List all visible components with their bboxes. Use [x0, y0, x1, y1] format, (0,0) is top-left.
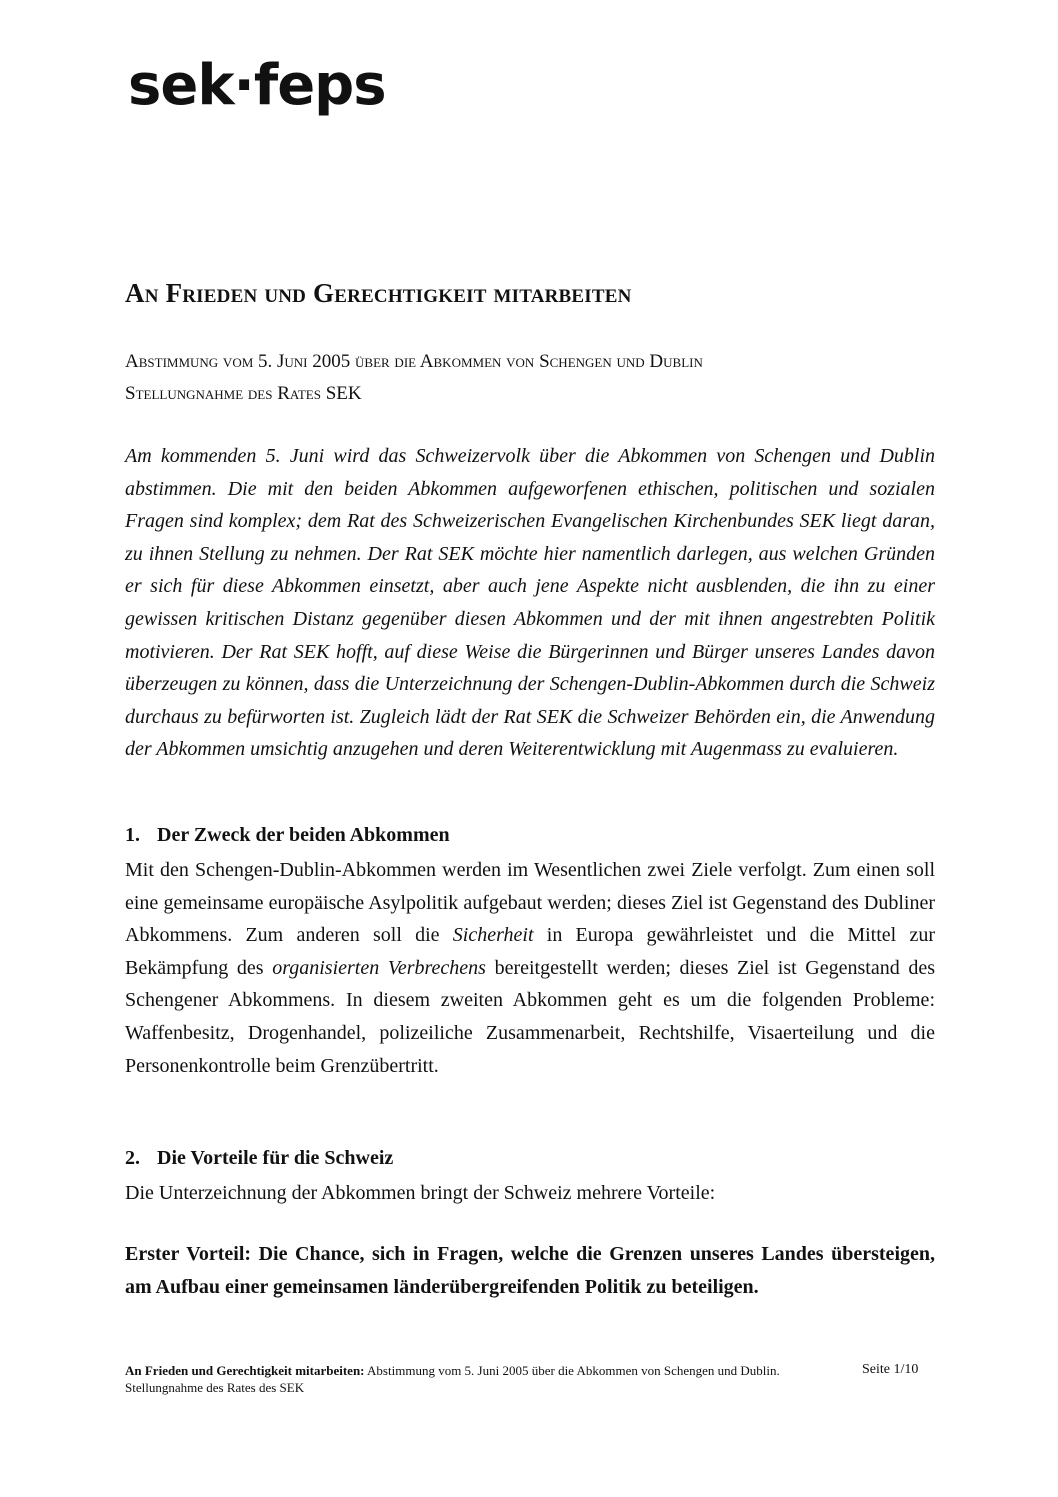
section-2-intro: Die Unterzeichnung der Abkommen bringt der Schweiz mehrere Vorteile: — [125, 1182, 716, 1204]
section-1-emphasis-security: Sicherheit — [452, 924, 534, 947]
page-number: Seite 1/10 — [862, 1362, 919, 1377]
section-1-paragraph — [125, 854, 935, 1082]
footer-title-bold: An Frieden und Gerechtigkeit mitarbeiten: — [125, 1363, 365, 1378]
section-2-title: Die Vorteile für die Schweiz — [157, 1147, 394, 1169]
document-title: An Frieden und Gerechtigkeit mitarbeiten — [125, 278, 632, 308]
subtitle-line-2: Stellungnahme des Rates SEK — [125, 383, 362, 404]
section-1-text-a: Mit den Schengen-Dublin-Abkommen werden im Wesentlichen zwei Ziele verfolgt. Zum einen soll eine gemeinsame europäische Asylpolitik aufgebaut werden; dieses Ziel ist Gegenstand des Dubliner Abkommens. Zum anderen soll die — [125, 859, 935, 947]
section-2-number: 2. — [125, 1147, 140, 1169]
footer-title-rest: Abstimmung vom 5. Juni 2005 über die Abkommen von Schengen und Dublin. Stellungnahme des Rates des SEK — [125, 1363, 780, 1395]
sek-feps-logo: sek·feps — [128, 53, 386, 118]
section-1-heading — [125, 824, 450, 847]
section-1-emphasis-crime: organisierten Verbrechens — [272, 956, 486, 979]
section-1-text-b: in Europa gewährleistet und die Mittel zur Bekämpfung des — [125, 924, 935, 979]
section-1-text-c: bereitgestellt werden; dieses Ziel ist Gegenstand des Schengener Abkommens. In diesem zweiten Abkommen geht es um die folgenden Probleme: Waffenbesitz, Drogenhandel, polizeiliche Zusammenarbeit, Rechtshilfe, Visaerteilung und die Personenkontrolle beim Grenzübertritt. — [125, 956, 935, 1077]
footer-reference — [125, 1362, 785, 1396]
first-advantage: Erster Vorteil: Die Chance, sich in Fragen, welche die Grenzen unseres Landes übersteigen, am Aufbau einer gemeinsamen länderübergreifenden Politik zu beteiligen. — [125, 1243, 935, 1298]
section-2-heading — [125, 1147, 393, 1170]
subtitle-line-1: Abstimmung vom 5. Juni 2005 über die Abkommen von Schengen und Dublin — [125, 351, 703, 372]
document-subtitle — [125, 346, 945, 410]
section-1-title: Der Zweck der beiden Abkommen — [157, 824, 450, 846]
lead-paragraph: Am kommenden 5. Juni wird das Schweizervolk über die Abkommen von Schengen und Dublin abstimmen. Die mit den beiden Abkommen aufgeworfenen ethischen, politischen und sozialen Fragen sind komplex; dem Rat des Schweizerischen Evangelischen Kirchenbundes SEK liegt daran, zu ihnen Stellung zu nehmen. Der Rat SEK möchte hier namentlich darlegen, aus welchen Gründen er sich für diese Abkommen einsetzt, aber auch jene Aspekte nicht ausblenden, die ihn zu einer gewissen kritischen Distanz gegenüber diesen Abkommen und der mit ihnen angestrebten Politik motivieren. Der Rat SEK hofft, auf diese Weise die Bürgerinnen und Bürger unseres Landes davon überzeugen zu können, dass die Unterzeichnung der Schengen-Dublin-Abkommen durch die Schweiz durchaus zu befürworten ist. Zugleich lädt der Rat SEK die Schweizer Behörden ein, die Anwendung der Abkommen umsichtig anzugehen und deren Weiterentwicklung mit Augenmass zu evaluieren. — [125, 445, 935, 761]
section-1-number: 1. — [125, 824, 140, 846]
